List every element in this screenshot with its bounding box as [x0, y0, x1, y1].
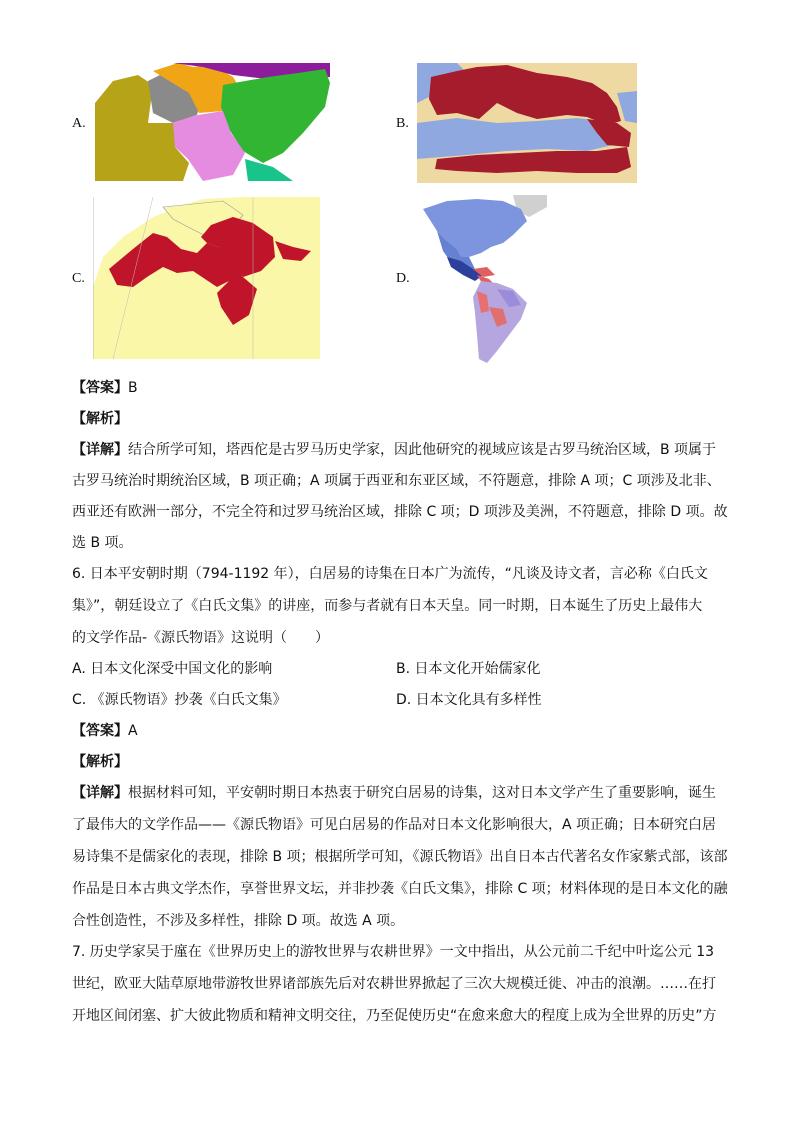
- q6-detail-line: 了最伟大的文学作品——《源氏物语》可见白居易的作品对日本文化影响很大，A 项正确；日本研究白居: [72, 817, 717, 833]
- answer-value: B: [128, 380, 138, 396]
- q6-option-c: C. 《源氏物语》抄袭《白氏文集》: [72, 692, 287, 708]
- answer-bracket: 【答案】: [72, 380, 128, 396]
- q6-detail-line: 作品是日本古典文学杰作，享誉世界文坛，并非抄袭《白氏文集》，排除 C 项；材料体现的是日本文化的融: [72, 881, 728, 897]
- detail-bracket: 【详解】: [72, 442, 128, 458]
- arab-empire-map-icon: [93, 197, 320, 359]
- option-b-letter: B.: [396, 116, 409, 131]
- q7-stem-line: 开地区间闭塞、扩大彼此物质和精神文明交往，乃至促使历史“在愈来愈大的程度上成为全世界的历史”方: [72, 1008, 717, 1024]
- q6-detail-line: 合性创造性，不涉及多样性，排除 D 项。故选 A 项。: [72, 913, 405, 929]
- americas-map-icon: [417, 195, 547, 367]
- q6-stem-line: 6. 日本平安朝时期（794-1192 年），白居易的诗集在日本广为流传，“凡谈及诗文者，言必称《白氏文: [72, 566, 708, 582]
- q6-detail-line: 易诗集不是儒家化的表现，排除 B 项；根据所学可知，《源氏物语》出自日本古代著名女作家紫式部，该部: [72, 849, 728, 865]
- q6-stem-line: 集》”，朝廷设立了《白氏文集》的讲座，而参与者就有日本天皇。同一时期，日本诞生了历史上最伟大: [72, 598, 703, 614]
- q6-answer: [72, 721, 138, 741]
- option-a-letter: A.: [72, 116, 86, 131]
- detail-text: 结合所学可知，塔西佗是古罗马历史学家，因此他研究的视域应该是古罗马统治区域，B 项属于: [128, 442, 717, 458]
- q6-analysis-label: 【解析】: [72, 754, 128, 770]
- asia-colored-regions-map-icon: [93, 63, 330, 181]
- q6-stem-line: 的文学作品-《源氏物语》这说明（ ）: [72, 630, 330, 646]
- q6-detail-line: [72, 783, 716, 803]
- roman-empire-map-icon: [417, 63, 637, 183]
- option-d-letter: D.: [396, 271, 410, 286]
- q6-option-d: D. 日本文化具有多样性: [396, 692, 542, 708]
- q5-detail-line: 西亚还有欧洲一部分，不完全符和过罗马统治区域，排除 C 项；D 项涉及美洲，不符题意，排除 D 项。故: [72, 504, 728, 520]
- q7-stem-line: 世纪，欧亚大陆草原地带游牧世界诸部族先后对农耕世界掀起了三次大规模迁徙、冲击的浪潮。……在打: [72, 976, 716, 992]
- q7-stem-line: 7. 历史学家吴于廑在《世界历史上的游牧世界与农耕世界》一文中指出，从公元前二千纪中叶迄公元 13: [72, 944, 715, 960]
- q5-analysis-label: 【解析】: [72, 411, 128, 427]
- answer-bracket: 【答案】: [72, 723, 128, 739]
- detail-bracket: 【详解】: [72, 785, 128, 801]
- q5-answer: [72, 378, 138, 398]
- q6-option-b: B. 日本文化开始儒家化: [396, 661, 541, 677]
- q5-detail-line: 古罗马统治时期统治区域，B 项正确；A 项属于西亚和东亚区域，不符题意，排除 A 项；C 项涉及北非、: [72, 473, 721, 489]
- detail-text: 根据材料可知，平安朝时期日本热衷于研究白居易的诗集，这对日本文学产生了重要影响，诞生: [128, 785, 716, 801]
- answer-value: A: [128, 723, 138, 739]
- q5-detail-line: [72, 440, 716, 460]
- q6-option-a: A. 日本文化深受中国文化的影响: [72, 661, 273, 677]
- q5-detail-line: 选 B 项。: [72, 535, 133, 551]
- option-c-letter: C.: [72, 271, 85, 286]
